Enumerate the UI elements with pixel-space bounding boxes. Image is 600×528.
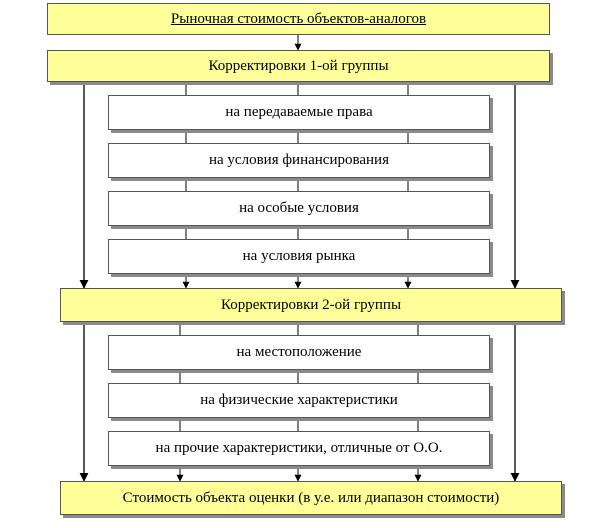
result-box xyxy=(60,481,562,515)
group2-item-label: на местоположение xyxy=(236,344,362,360)
group2-header-box xyxy=(60,288,562,322)
group1-label: Корректировки 1-ой группы xyxy=(208,57,389,74)
group2-item-box xyxy=(108,431,490,466)
group2-item-box xyxy=(108,383,490,418)
group1-item-box xyxy=(108,239,490,274)
result-label: Стоимость объекта оценки (в у.е. или диапазон стоимости) xyxy=(122,489,500,506)
group1-item-label: на передаваемые права xyxy=(225,104,373,120)
group1-item-label: на условия рынка xyxy=(242,248,356,264)
group1-item-box xyxy=(108,143,490,178)
group2-item-label: на физические характеристики xyxy=(200,392,398,408)
group1-item-label: на особые условия xyxy=(239,200,359,216)
group1-header-box xyxy=(47,50,550,82)
group2-item-label: на прочие характеристики, отличные от О.О. xyxy=(155,440,443,456)
group1-item-label: на условия финансирования xyxy=(209,152,389,168)
title-box xyxy=(47,3,550,35)
group1-item-box xyxy=(108,95,490,130)
title-label: Рыночная стоимость объектов-аналогов xyxy=(170,10,427,27)
group1-item-box xyxy=(108,191,490,226)
group2-item-box xyxy=(108,335,490,370)
group2-label: Корректировки 2-ой группы xyxy=(220,296,402,313)
